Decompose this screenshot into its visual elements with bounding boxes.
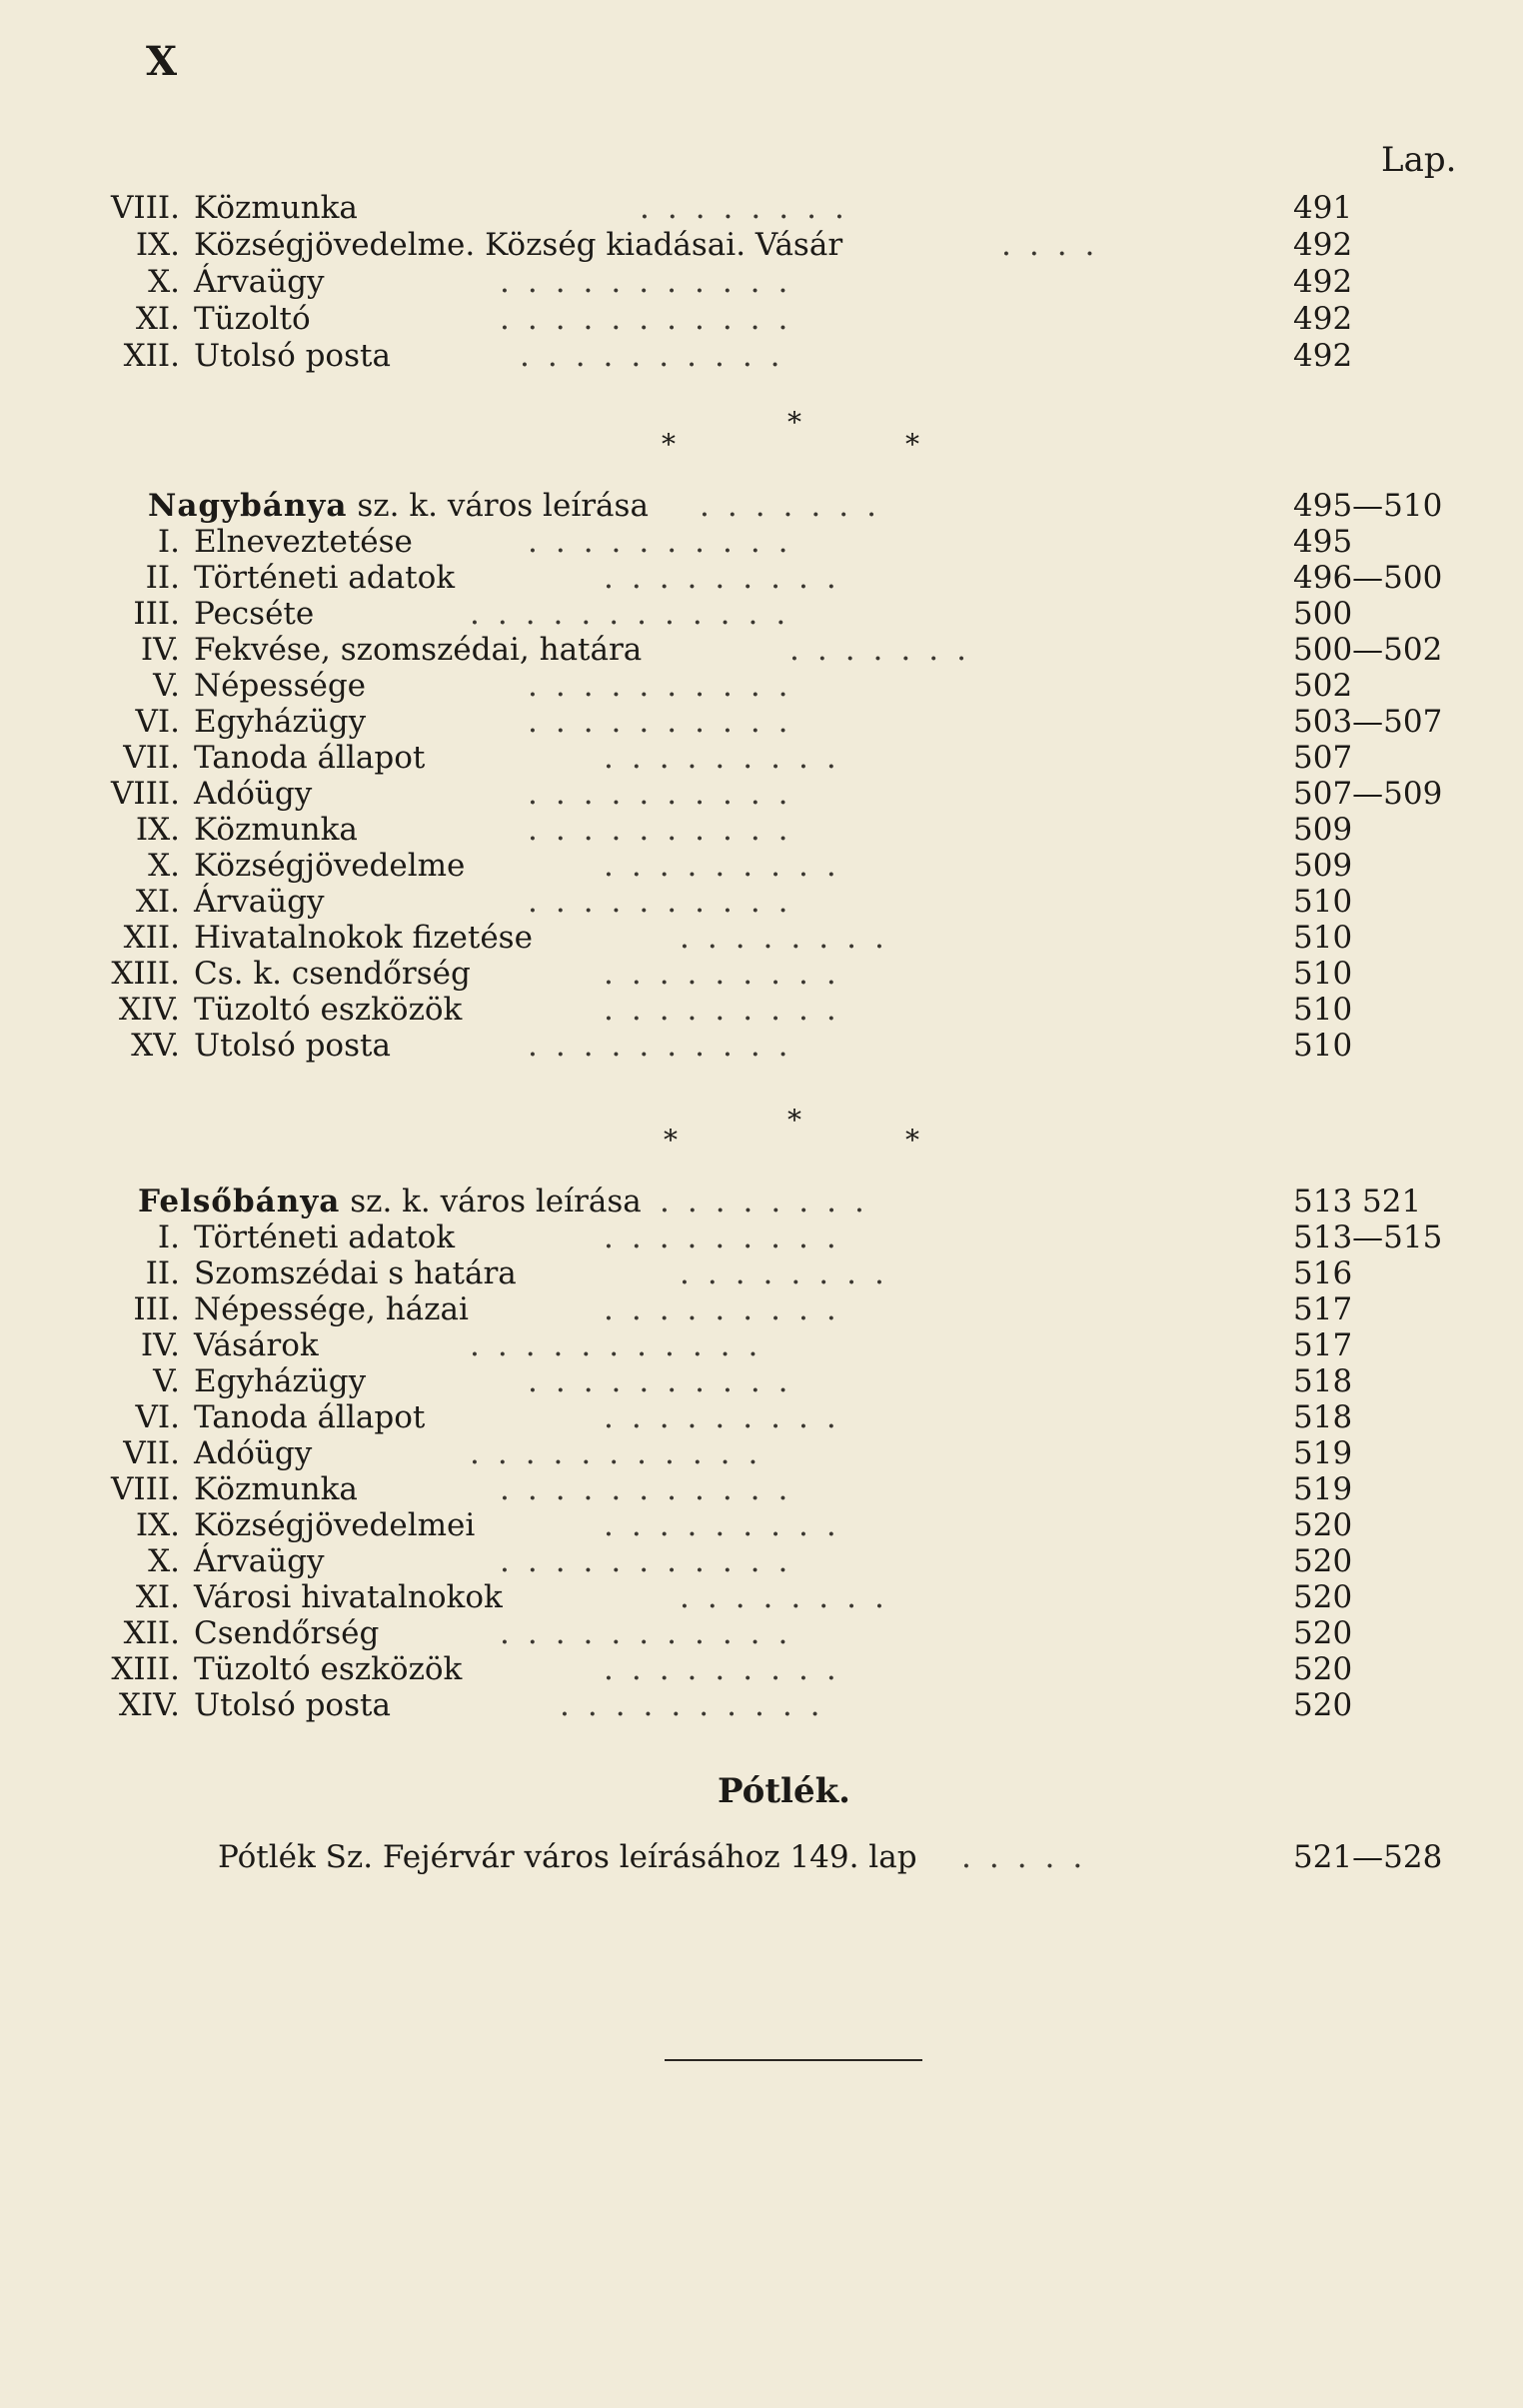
- star-ornament: *: [787, 1104, 801, 1137]
- end-rule: [665, 2059, 922, 2061]
- entry-title: Történeti adatok: [194, 1219, 456, 1255]
- toc-entry: [0, 992, 1523, 1028]
- entry-title: Árvaügy: [194, 1543, 325, 1579]
- entry-number: X.: [148, 1543, 180, 1579]
- entry-title: Tanoda állapot: [194, 1399, 426, 1435]
- entry-page: 520: [1293, 1687, 1353, 1723]
- toc-entry: [0, 920, 1523, 956]
- toc-entry: [0, 1028, 1523, 1064]
- toc-entry: [0, 1399, 1523, 1435]
- toc-entry: [0, 227, 1523, 263]
- entry-number: XII.: [123, 338, 180, 374]
- entry-page: 492: [1293, 227, 1353, 263]
- section-title: [138, 1184, 642, 1219]
- section-subtitle: sz. k. város leírása: [350, 1184, 642, 1219]
- toc-entry: [0, 812, 1523, 848]
- toc-entry: [0, 1363, 1523, 1399]
- entry-page: 520: [1293, 1507, 1353, 1543]
- leader-dots: ..........: [528, 776, 806, 812]
- toc-entry: [0, 632, 1523, 668]
- entry-number: XII.: [123, 920, 180, 956]
- leader-dots: ...........: [500, 1543, 806, 1579]
- leader-dots: .........: [604, 1291, 854, 1327]
- toc-entry: [0, 1543, 1523, 1579]
- entry-page: 510: [1293, 956, 1353, 992]
- leader-dots: .........: [604, 740, 854, 776]
- entry-title: Közmunka: [194, 812, 358, 848]
- section-pages: 495—510: [1293, 488, 1443, 524]
- toc-entry: [0, 338, 1523, 374]
- entry-title: Pecséte: [194, 596, 315, 632]
- leader-dots: ..........: [528, 524, 806, 560]
- leader-dots: .........: [604, 1651, 854, 1687]
- entry-number: VIII.: [111, 776, 180, 812]
- entry-page: 510: [1293, 1028, 1353, 1064]
- page-number: X: [146, 38, 178, 85]
- entry-number: IV.: [140, 1327, 180, 1363]
- entry-title: Utolsó posta: [194, 1687, 391, 1723]
- entry-page: 519: [1293, 1435, 1353, 1471]
- toc-entry: [0, 1471, 1523, 1507]
- entry-page: 502: [1293, 668, 1353, 704]
- entry-number: V.: [153, 668, 180, 704]
- entry-number: VII.: [123, 740, 180, 776]
- entry-title: Utolsó posta: [194, 338, 391, 374]
- entry-number: VI.: [135, 704, 180, 740]
- leader-dots: .......: [789, 632, 984, 668]
- section-heading-felsobanya: [0, 1184, 1523, 1219]
- entry-page: 509: [1293, 848, 1353, 884]
- leader-dots: ..........: [528, 668, 806, 704]
- star-ornament: *: [787, 406, 801, 439]
- entry-number: III.: [133, 1291, 180, 1327]
- entry-number: XII.: [123, 1615, 180, 1651]
- entry-page: 495: [1293, 524, 1353, 560]
- star-ornament: *: [662, 428, 676, 461]
- entry-page: 492: [1293, 264, 1353, 300]
- entry-title: Községjövedelme: [194, 848, 466, 884]
- entry-page: 509: [1293, 812, 1353, 848]
- toc-entry: [0, 301, 1523, 337]
- leader-dots: .........: [604, 1507, 854, 1543]
- section-heading-nagybanya: [0, 488, 1523, 524]
- section-pages: 513 521: [1293, 1184, 1422, 1219]
- toc-entry: [0, 956, 1523, 992]
- entry-title: Fekvése, szomszédai, határa: [194, 632, 643, 668]
- entry-number: X.: [148, 848, 180, 884]
- leader-dots: ..........: [560, 1687, 838, 1723]
- leader-dots: .........: [604, 1399, 854, 1435]
- toc-entry-potlek: [0, 1839, 1523, 1875]
- entry-title: Tüzoltó eszközök: [194, 992, 463, 1028]
- leader-dots: ....: [1001, 227, 1113, 263]
- entry-title: Közmunka: [194, 1471, 358, 1507]
- potlek-heading: Pótlék.: [718, 1771, 850, 1811]
- leader-dots: ........: [680, 920, 902, 956]
- leader-dots: .........: [604, 992, 854, 1028]
- toc-entry: [0, 884, 1523, 920]
- town-name: Felsőbánya: [138, 1184, 341, 1219]
- entry-title: Adóügy: [194, 1435, 313, 1471]
- entry-title: Csendőrség: [194, 1615, 380, 1651]
- toc-entry: [0, 524, 1523, 560]
- entry-page: 492: [1293, 301, 1353, 337]
- toc-entry: [0, 1615, 1523, 1651]
- entry-page: 510: [1293, 884, 1353, 920]
- entry-number: X.: [148, 264, 180, 300]
- entry-title: Községjövedelmei: [194, 1507, 476, 1543]
- entry-title: Cs. k. csendőrség: [194, 956, 471, 992]
- entry-page: 518: [1293, 1399, 1353, 1435]
- entry-page: 516: [1293, 1255, 1353, 1291]
- leader-dots: ...........: [470, 1435, 776, 1471]
- entry-page: 517: [1293, 1291, 1353, 1327]
- entry-title: Tüzoltó eszközök: [194, 1651, 463, 1687]
- toc-entry: [0, 190, 1523, 226]
- entry-title: Elneveztetése: [194, 524, 413, 560]
- entry-page: 500: [1293, 596, 1353, 632]
- leader-dots: ..........: [528, 1363, 806, 1399]
- entry-number: XIII.: [111, 956, 180, 992]
- leader-dots: ...........: [470, 1327, 776, 1363]
- toc-entry: [0, 1579, 1523, 1615]
- entry-number: IV.: [140, 632, 180, 668]
- entry-number: XV.: [131, 1028, 180, 1064]
- entry-number: XI.: [135, 884, 180, 920]
- leader-dots: .........: [604, 1219, 854, 1255]
- toc-entry: [0, 668, 1523, 704]
- entry-page: 517: [1293, 1327, 1353, 1363]
- entry-number: II.: [145, 1255, 180, 1291]
- toc-entry: [0, 596, 1523, 632]
- leader-dots: ...........: [500, 1615, 806, 1651]
- entry-title: Árvaügy: [194, 264, 325, 300]
- entry-number: VII.: [123, 1435, 180, 1471]
- entry-page: 520: [1293, 1579, 1353, 1615]
- entry-number: I.: [157, 524, 180, 560]
- leader-dots: ........: [640, 190, 862, 226]
- leader-dots: .....: [961, 1839, 1101, 1875]
- entry-title: Árvaügy: [194, 884, 325, 920]
- entry-title: Népessége: [194, 668, 367, 704]
- town-name: Nagybánya: [148, 488, 348, 524]
- entry-title: Hivatalnokok fizetése: [194, 920, 533, 956]
- entry-number: II.: [145, 560, 180, 596]
- leader-dots: ........: [680, 1255, 902, 1291]
- entry-title: Egyházügy: [194, 1363, 367, 1399]
- leader-dots: ..........: [528, 704, 806, 740]
- entry-number: VIII.: [111, 1471, 180, 1507]
- entry-number: XI.: [135, 301, 180, 337]
- entry-page: 500—502: [1293, 632, 1443, 668]
- entry-page: 510: [1293, 920, 1353, 956]
- entry-title: Tüzoltó: [194, 301, 311, 337]
- entry-page: 519: [1293, 1471, 1353, 1507]
- entry-title: Utolsó posta: [194, 1028, 391, 1064]
- star-ornament: *: [905, 428, 919, 461]
- toc-entry: [0, 848, 1523, 884]
- entry-page: 503—507: [1293, 704, 1443, 740]
- toc-entry: [0, 1651, 1523, 1687]
- leader-dots: ........: [680, 1579, 902, 1615]
- entry-page: 520: [1293, 1543, 1353, 1579]
- entry-title: Pótlék Sz. Fejérvár város leírásához 149. lap: [218, 1839, 917, 1875]
- leader-dots: ...........: [500, 1471, 806, 1507]
- entry-page: 496—500: [1293, 560, 1443, 596]
- entry-title: Közmunka: [194, 190, 358, 226]
- leader-dots: ........: [660, 1184, 882, 1219]
- entry-number: VIII.: [111, 190, 180, 226]
- leader-dots: ..........: [528, 812, 806, 848]
- leader-dots: ...........: [500, 264, 806, 300]
- entry-page: 491: [1293, 190, 1353, 226]
- toc-entry: [0, 1435, 1523, 1471]
- entry-page: 521—528: [1293, 1839, 1443, 1875]
- entry-page: 492: [1293, 338, 1353, 374]
- entry-number: XI.: [135, 1579, 180, 1615]
- leader-dots: .........: [604, 848, 854, 884]
- entry-page: 518: [1293, 1363, 1353, 1399]
- toc-entry: [0, 776, 1523, 812]
- section-subtitle: sz. k. város leírása: [357, 488, 649, 524]
- leader-dots: ..........: [528, 884, 806, 920]
- entry-title: Adóügy: [194, 776, 313, 812]
- toc-entry: [0, 1327, 1523, 1363]
- entry-page: 507: [1293, 740, 1353, 776]
- entry-number: IX.: [135, 812, 180, 848]
- entry-number: XIV.: [118, 992, 180, 1028]
- leader-dots: .........: [604, 560, 854, 596]
- entry-number: XIII.: [111, 1651, 180, 1687]
- entry-title: Városi hivatalnokok: [194, 1579, 503, 1615]
- entry-title: Községjövedelme. Község kiadásai. Vásár: [194, 227, 843, 263]
- entry-number: IX.: [135, 1507, 180, 1543]
- star-ornament: *: [664, 1124, 678, 1157]
- entry-page: 513—515: [1293, 1219, 1443, 1255]
- entry-title: Népessége, házai: [194, 1291, 469, 1327]
- entry-number: III.: [133, 596, 180, 632]
- toc-entry: [0, 740, 1523, 776]
- toc-entry: [0, 1291, 1523, 1327]
- entry-number: V.: [153, 1363, 180, 1399]
- toc-entry: [0, 1255, 1523, 1291]
- toc-entry: [0, 264, 1523, 300]
- toc-entry: [0, 704, 1523, 740]
- entry-number: IX.: [135, 227, 180, 263]
- entry-number: XIV.: [118, 1687, 180, 1723]
- entry-title: Történeti adatok: [194, 560, 456, 596]
- entry-page: 507—509: [1293, 776, 1443, 812]
- entry-number: I.: [157, 1219, 180, 1255]
- entry-page: 520: [1293, 1651, 1353, 1687]
- toc-entry: [0, 1687, 1523, 1723]
- section-title: [148, 488, 649, 524]
- star-ornament: *: [905, 1124, 919, 1157]
- lap-header: Lap.: [1381, 140, 1457, 180]
- toc-entry: [0, 1219, 1523, 1255]
- leader-dots: ............: [470, 596, 804, 632]
- entry-title: Szomszédai s határa: [194, 1255, 517, 1291]
- entry-title: Tanoda állapot: [194, 740, 426, 776]
- leader-dots: ..........: [520, 338, 798, 374]
- leader-dots: ..........: [528, 1028, 806, 1064]
- leader-dots: .........: [604, 956, 854, 992]
- entry-number: VI.: [135, 1399, 180, 1435]
- toc-entry: [0, 560, 1523, 596]
- leader-dots: ...........: [500, 301, 806, 337]
- leader-dots: .......: [700, 488, 894, 524]
- entry-page: 520: [1293, 1615, 1353, 1651]
- entry-title: Vásárok: [194, 1327, 319, 1363]
- entry-page: 510: [1293, 992, 1353, 1028]
- entry-title: Egyházügy: [194, 704, 367, 740]
- toc-entry: [0, 1507, 1523, 1543]
